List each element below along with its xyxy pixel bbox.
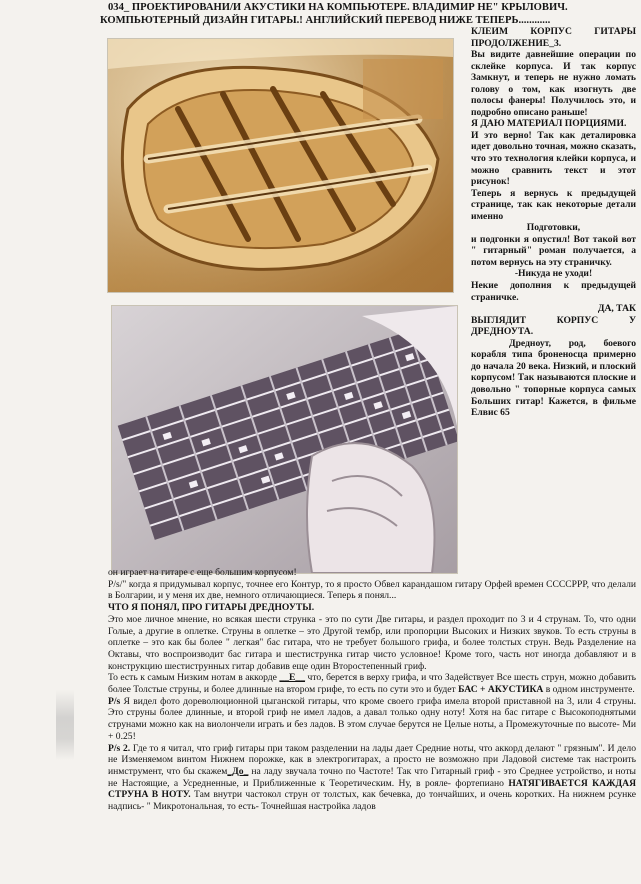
right-text-column <box>471 26 636 419</box>
body-ps2-frets: P/s 2. Где то я читал, что гриф гитары при таком разделении на лады дает Средние ноты, что аккорд делают " грязным". И дело не Изменяемом винтом Нижнем порожке, как в электрогитарах, а просто не возможно при Ладовой системе так настроить инмструмент, что бы скажем_До_ на ладу звучала точно по Частоте! Так что Гитарный гриф - это Среднее устройство, и ноты не Настоящие, а Усредненные, и Приближенные к Теоретическим. Ну, в рояле- фортепиано НАТЯГИВАЕТСЯ КАЖДАЯ СТРУНА В НОТУ. Там внутри частокол струн от толстых, как бечевка, до тончайших, и очень коротких. На нижнем рсунке надпись- " Микротональная, то есть- Точнейшая настройка ладов <box>108 742 637 813</box>
header-line-1: 034_ ПРОЕКТИРОВАНИ/И АКУСТИКИ НА КОМПЬЮТЕРЕ. ВЛАДИМИР НЕ" КРЫЛОВИЧ. <box>108 2 568 13</box>
header-line-2: КОМПЬЮТЕРНЫЙ ДИЗАЙН ГИТАРЫ.! АНГЛИЙСКИЙ ПЕРЕВОД НИЖЕ ТЕПЕРЬ............ <box>100 15 551 26</box>
paragraph-intro: Вы видите давнейшие операции по склейке корпуса. И так корпус Замкнут, и теперь не нужно ломать голову о том, как изогнуть две полосы фанеры! Получилось это, и подробно описано раньше! <box>471 49 636 118</box>
scan-smudge <box>56 690 74 760</box>
fretboard-photo-illustration <box>112 306 457 573</box>
body-heading-dreadnoughts: ЧТО Я ПОНЯЛ, ПРО ГИТАРЫ ДРЕДНОУТЫ. <box>108 602 315 614</box>
main-body-text <box>108 567 636 813</box>
paragraph-dreadnought-a: ДА, ТАК <box>597 303 636 315</box>
body-line-1: он играет на гитаре с еще большим корпусом! <box>108 567 297 578</box>
paragraph-dreadnought-definition: Дредноут, род, боевого корабля типа броненосца примерно до начала 20 века. Низкий, и плоский корпусом! Так называются плоские и довольно " топорные корпуса самых Больших гитар! Кажется, в фильме Елвис 65 <box>471 337 636 419</box>
body-chord-e: То есть к самым Низким нотам в аккорде __Е__ что, берется в верху грифа, и что Задействует Все шесть струн, можно добавить более Толстые струны, и более длинные на втором грифе, то есть по сути это и будет БАС + АКУСТИКА в одном инструменте. <box>108 672 636 696</box>
paragraph-detailing: И это верно! Так как деталировка идет довольно точная, можно сказать, что это технология клейки корпуса, и можно сравнить текст и этот рисунок! <box>471 129 636 188</box>
paragraph-dreadnought-b: ВЫГЛЯДИТ КОРПУС У ДРЕДНОУТА. <box>471 314 636 338</box>
body-ps-contour: P/s/" когда я придумывал корпус, точнее его Контур, то я просто Обвел карандашом гитару Орфей времен СССCPPP, что делали в Болгарии, и у меня их две, немного отличающиеся. Теперь я понял... <box>108 578 636 602</box>
paragraph-return-b: Подготовки, <box>526 222 581 234</box>
photo-guitar-body-clamping <box>107 38 454 293</box>
section-title: КЛЕИМ КОРПУС ГИТАРЫ ПРОДОЛЖЕНИЕ_3. <box>471 26 636 49</box>
paragraph-additions: Некие дополния к предыдущей страничке. <box>471 280 636 303</box>
paragraph-portions: Я ДАЮ МАТЕРИАЛ ПОРЦИЯМИ. <box>471 118 627 130</box>
body-two-guitars: Это мое личное мнение, но всякая шести струнка - это по сути Две гитары, и раздел проходит по 3 и 4 струнам. То, что одни Голые, а другие в оплетке. Струны в оплетке – это Другой тембр, или пропорции Высоких и Низких звуков. То есть струны в оплетке – это как бы более " легкая" бас гитара, что не требует большого грифа, и более толстых струн. Ведь Разделение на Октавы, что воспроизводит бас гитара и шестиструнка гитар чисто условное! Кроме того, часть нот иногда добавляют и в конструкцию шестиструнных гитар добавив еще один Второстепенный гриф. <box>108 613 636 672</box>
paragraph-dont-leave: -Никуда не уходи! <box>514 268 593 280</box>
sepia-photo-illustration <box>108 39 453 292</box>
photo-fretboard-closeup <box>111 305 458 574</box>
paragraph-return-a: Теперь я вернусь к предыдущей странице, так как некоторые детали именно <box>471 187 636 222</box>
page-header <box>100 1 630 27</box>
paragraph-return-c: и подгонки я опустил! Вот такой вот " гитарный" роман получается, а потом вернусь на эту страничку. <box>471 233 636 268</box>
body-ps-gypsy-guitar: P/s Я видел фото дореволюционной цыганской гитары, что кроме своего грифа имела второй приставной на 3, или 4 струны. Это струны более длинные, и второй гриф не имел ладов, а давал только одну ноту! Хотя на бас гитаре с Высокоподнятыми струнами можно как на виолончели играть и без ладов. В этом случае берутся не Целые ноты, а Промежуточные по высоте- Ми + 0.25! <box>108 695 636 742</box>
